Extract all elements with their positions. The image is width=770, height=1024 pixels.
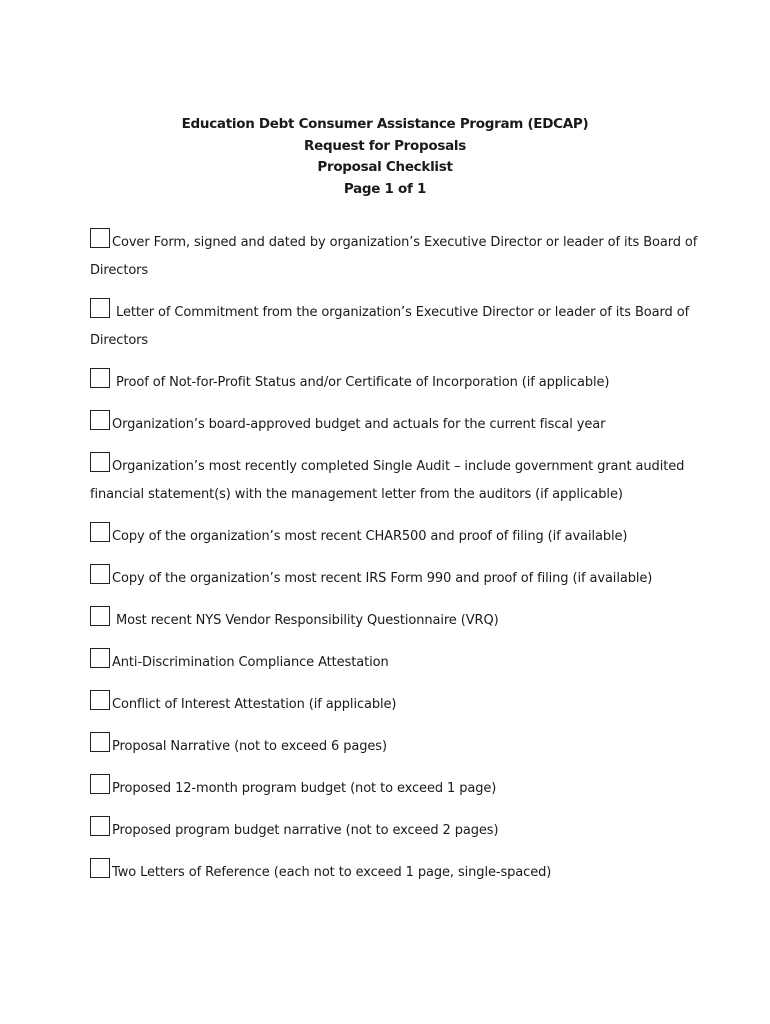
checklist-item-label: Organization’s board-approved budget and actuals for the current fiscal year xyxy=(112,417,606,432)
checklist-item-label: Copy of the organization’s most recent IRS Form 990 and proof of filing (if available) xyxy=(112,571,653,586)
checklist-item xyxy=(90,298,705,355)
checklist-item-label: Organization’s most recently completed Single Audit – include government grant audited financial statement(s) with the management letter from the auditors (if applicable) xyxy=(90,459,685,502)
checklist-item xyxy=(90,648,705,677)
checklist-item-label: Copy of the organization’s most recent CHAR500 and proof of filing (if available) xyxy=(112,529,628,544)
checkbox[interactable] xyxy=(90,858,110,878)
page-title: Proposal Checklist xyxy=(317,159,453,175)
checklist-item xyxy=(90,690,705,719)
checkbox[interactable] xyxy=(90,606,110,626)
checklist-item xyxy=(90,368,705,397)
rfp-subtitle: Request for Proposals xyxy=(304,137,466,154)
checklist-item xyxy=(90,774,705,803)
checkbox[interactable] xyxy=(90,228,110,248)
checkbox[interactable] xyxy=(90,648,110,668)
checklist-item xyxy=(90,606,705,635)
checklist-item xyxy=(90,228,705,285)
checklist-item-label: Letter of Commitment from the organization’s Executive Director or leader of its Board of Directors xyxy=(90,305,690,348)
checklist-item xyxy=(90,816,705,845)
checkbox[interactable] xyxy=(90,690,110,710)
checkbox[interactable] xyxy=(90,298,110,318)
checklist-item-label: Proposed 12-month program budget (not to exceed 1 page) xyxy=(112,781,497,796)
checklist-item-label: Two Letters of Reference (each not to exceed 1 page, single-spaced) xyxy=(112,865,552,880)
checklist-item xyxy=(90,732,705,761)
checkbox[interactable] xyxy=(90,452,110,472)
checkbox[interactable] xyxy=(90,564,110,584)
checklist-item-label: Proposal Narrative (not to exceed 6 pages) xyxy=(112,739,387,754)
checklist-item-label: Conflict of Interest Attestation (if applicable) xyxy=(112,697,397,712)
checkbox[interactable] xyxy=(90,522,110,542)
checklist-item-label: Most recent NYS Vendor Responsibility Questionnaire (VRQ) xyxy=(112,613,499,628)
checkbox[interactable] xyxy=(90,774,110,794)
checkbox[interactable] xyxy=(90,816,110,836)
checkbox[interactable] xyxy=(90,368,110,388)
checklist-item-label: Proof of Not-for-Profit Status and/or Certificate of Incorporation (if applicable) xyxy=(112,375,610,390)
checkbox[interactable] xyxy=(90,732,110,752)
checklist-item-label: Anti-Discrimination Compliance Attestation xyxy=(112,655,389,670)
checkbox[interactable] xyxy=(90,410,110,430)
checklist-item xyxy=(90,410,705,439)
program-title: Education Debt Consumer Assistance Program (EDCAP) xyxy=(181,116,589,132)
checklist-item xyxy=(90,522,705,551)
checklist-item xyxy=(90,858,705,887)
checklist-item xyxy=(90,564,705,593)
checklist-item xyxy=(90,452,705,509)
page-number: Page 1 of 1 xyxy=(343,180,427,197)
checklist-item-label: Proposed program budget narrative (not to exceed 2 pages) xyxy=(112,823,499,838)
checklist-item-label: Cover Form, signed and dated by organization’s Executive Director or leader of its Board of Directors xyxy=(90,235,698,278)
document-header xyxy=(0,114,770,200)
proposal-checklist xyxy=(90,228,705,900)
